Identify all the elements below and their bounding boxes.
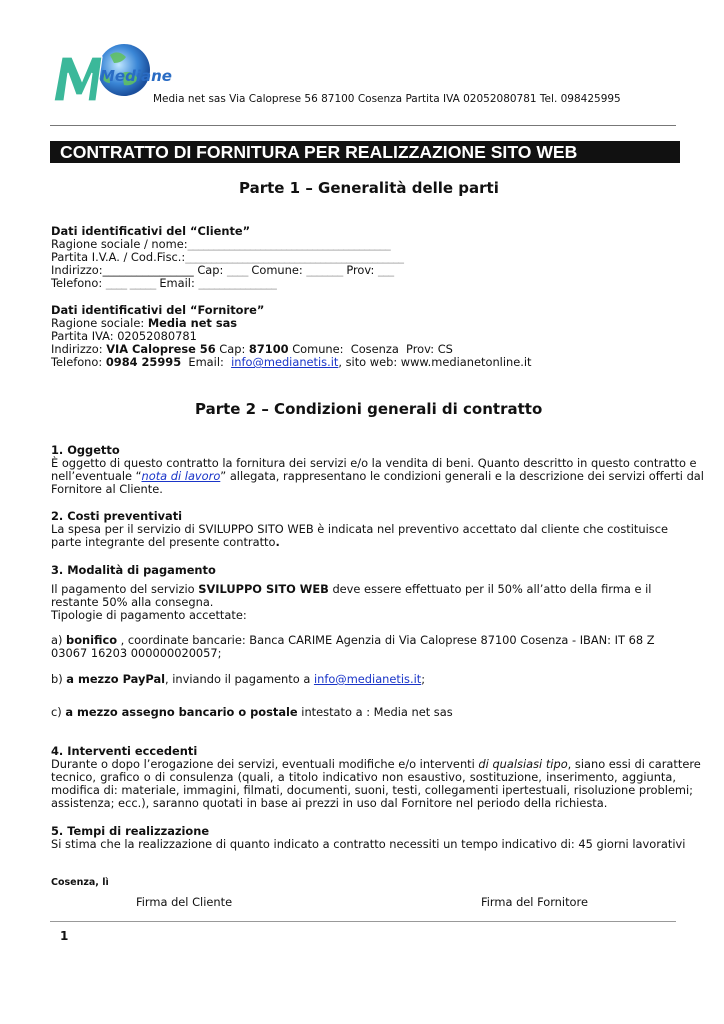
option-b-text: , inviando il pagamento a bbox=[165, 672, 314, 686]
logo-lettering: Mediane bbox=[100, 67, 172, 85]
nota-di-lavoro-link[interactable]: nota di lavoro bbox=[141, 469, 221, 483]
fornitore-prov-value: CS bbox=[437, 342, 453, 356]
s4-line4: assistenza; ecc.), saranno quotati in base ai prezzi in uso dal Fornitore nel periodo della richiesta. bbox=[51, 796, 608, 810]
place-date-label: Cosenza, lì bbox=[51, 877, 109, 888]
s1-line1: È oggetto di questo contratto la fornitura dei servizi e/o la vendita di beni. Quanto descritto in questo contratto e bbox=[51, 456, 697, 470]
s3-line1-post: deve essere effettuato per il 50% all’atto della firma e il bbox=[328, 582, 652, 596]
option-b-letter: b) bbox=[51, 672, 67, 686]
fornitore-email-label: Email: bbox=[188, 355, 224, 369]
globe-logo-icon bbox=[52, 43, 172, 105]
cliente-prov-field[interactable]: ___ bbox=[377, 263, 394, 277]
cliente-comune-label: Comune: bbox=[251, 263, 303, 277]
s4-line1-italic: di qualsiasi tipo bbox=[478, 757, 568, 771]
s2-heading: 2. Costi preventivati bbox=[51, 509, 183, 523]
fornitore-telefono-value: 0984 25995 bbox=[105, 355, 182, 369]
company-logo bbox=[52, 43, 172, 105]
cliente-piva-label: Partita I.V.A. / Cod.Fisc.: bbox=[51, 250, 186, 264]
fornitore-cap-label: Cap: bbox=[219, 342, 246, 356]
cliente-ragione-label: Ragione sociale / nome: bbox=[51, 237, 188, 251]
cliente-heading: Dati identificativi del “Cliente” bbox=[51, 224, 251, 238]
fornitore-piva: Partita IVA: 02052080781 bbox=[51, 329, 197, 343]
cliente-telefono-label: Telefono: bbox=[51, 276, 103, 290]
cliente-indirizzo-field[interactable]: ________________ bbox=[102, 263, 194, 277]
fornitore-telefono-label: Telefono: bbox=[51, 355, 103, 369]
s4-line1-pre: Durante o dopo l’erogazione dei servizi, eventuali modifiche e/o interventi bbox=[51, 757, 479, 771]
s1-heading: 1. Oggetto bbox=[51, 443, 120, 457]
fornitore-email-link[interactable]: info@medianetis.it bbox=[231, 355, 339, 369]
cliente-email-label: Email: bbox=[159, 276, 195, 290]
cliente-ragione-field[interactable]: _______________________________________ bbox=[187, 237, 391, 251]
document-title: CONTRATTO DI FORNITURA PER REALIZZAZIONE SITO WEB bbox=[50, 141, 680, 163]
s1-line2-pre: nell’eventuale “ bbox=[51, 469, 142, 483]
option-b-end: ; bbox=[421, 672, 426, 686]
s4-line3: modifica di: materiale, immagini, filmati, documenti, suoni, testi, collegamenti ipertestuali, risoluzione problemi; bbox=[51, 783, 694, 797]
fornitore-comune-value: Cosenza bbox=[350, 342, 399, 356]
header-divider bbox=[50, 125, 676, 126]
page-number: 1 bbox=[60, 929, 69, 943]
footer-divider bbox=[50, 921, 676, 922]
fornitore-heading: Dati identificativi del “Fornitore” bbox=[51, 303, 265, 317]
s1-line2-post: ” allegata, rappresentano le condizioni generali e la descrizione dei servizi offerti dal bbox=[220, 469, 704, 483]
firma-cliente-label: Firma del Cliente bbox=[136, 895, 233, 909]
s4-heading: 4. Interventi eccedenti bbox=[51, 744, 198, 758]
fornitore-ragione-label: Ragione sociale: bbox=[51, 316, 145, 330]
s1-line3: Fornitore al Cliente. bbox=[51, 482, 163, 496]
fornitore-comune-label: Comune: bbox=[292, 342, 344, 356]
fornitore-telefono-row bbox=[51, 356, 531, 369]
cliente-cap-label: Cap: bbox=[197, 263, 224, 277]
s2-line1: La spesa per il servizio di SVILUPPO SITO WEB è indicata nel preventivo accettato dal cliente che costituisce bbox=[51, 522, 668, 536]
s3-line2: restante 50% alla consegna. bbox=[51, 595, 214, 609]
option-a-bold: bonifico bbox=[66, 633, 118, 647]
cliente-telefono-field[interactable]: ____ _____ bbox=[105, 276, 156, 290]
fornitore-indirizzo-value: VIA Caloprese 56 bbox=[106, 342, 216, 356]
cliente-piva-field[interactable]: __________________________________________ bbox=[185, 250, 404, 264]
s3-line1-pre: Il pagamento del servizio bbox=[51, 582, 199, 596]
s2-line2-text: parte integrante del presente contratto bbox=[51, 535, 276, 549]
s3-line3: Tipologie di pagamento accettate: bbox=[51, 608, 247, 622]
s4-line1-post: , siano essi di carattere bbox=[567, 757, 701, 771]
cliente-telefono-row bbox=[51, 277, 276, 290]
cliente-cap-field[interactable]: ____ bbox=[226, 263, 248, 277]
fornitore-web: , sito web: www.medianetonline.it bbox=[338, 355, 532, 369]
part2-heading: Parte 2 – Condizioni generali di contratto bbox=[195, 400, 543, 418]
fornitore-cap-value: 87100 bbox=[248, 342, 289, 356]
cliente-indirizzo-label: Indirizzo: bbox=[51, 263, 103, 277]
fornitore-ragione-value: Media net sas bbox=[147, 316, 238, 330]
cliente-comune-field[interactable]: _______ bbox=[306, 263, 343, 277]
fornitore-prov-label: Prov: bbox=[406, 342, 435, 356]
option-a-iban-line: 03067 16203 000000020057; bbox=[51, 646, 222, 660]
cliente-prov-label: Prov: bbox=[346, 263, 375, 277]
part1-heading: Parte 1 – Generalità delle parti bbox=[239, 179, 499, 197]
s2-line2-end: . bbox=[275, 535, 280, 549]
s5-heading: 5. Tempi di realizzazione bbox=[51, 824, 210, 838]
s5-line1: Si stima che la realizzazione di quanto indicato a contratto necessiti un tempo indicativo di: 45 giorni lavorativi bbox=[51, 837, 686, 851]
firma-fornitore-label: Firma del Fornitore bbox=[481, 895, 588, 909]
option-a-text: , coordinate bancarie: Banca CARIME Agenzia di Via Caloprese 87100 Cosenza - IBAN: IT 68 Z bbox=[117, 633, 655, 647]
payment-option-b bbox=[51, 673, 425, 686]
payment-option-c bbox=[51, 706, 453, 719]
s3-line1-bold: SVILUPPO SITO WEB bbox=[198, 582, 329, 596]
header-address: Media net sas Via Caloprese 56 87100 Cosenza Partita IVA 02052080781 Tel. 098425995 bbox=[153, 93, 621, 105]
cliente-email-field[interactable]: _______________ bbox=[198, 276, 277, 290]
option-c-bold: a mezzo assegno bancario o postale bbox=[65, 705, 298, 719]
option-b-bold: a mezzo PayPal bbox=[66, 672, 166, 686]
option-c-letter: c) bbox=[51, 705, 66, 719]
option-a-letter: a) bbox=[51, 633, 67, 647]
paypal-email-link[interactable]: info@medianetis.it bbox=[313, 672, 422, 686]
fornitore-indirizzo-label: Indirizzo: bbox=[51, 342, 103, 356]
option-c-text: intestato a : Media net sas bbox=[297, 705, 453, 719]
s4-line2: tecnico, grafico o di consulenza (quali, a titolo indicativo non esaustivo, sostituzione, inserimento, aggiunta, bbox=[51, 770, 676, 784]
s2-line2 bbox=[51, 536, 280, 549]
s3-heading: 3. Modalità di pagamento bbox=[51, 563, 216, 577]
